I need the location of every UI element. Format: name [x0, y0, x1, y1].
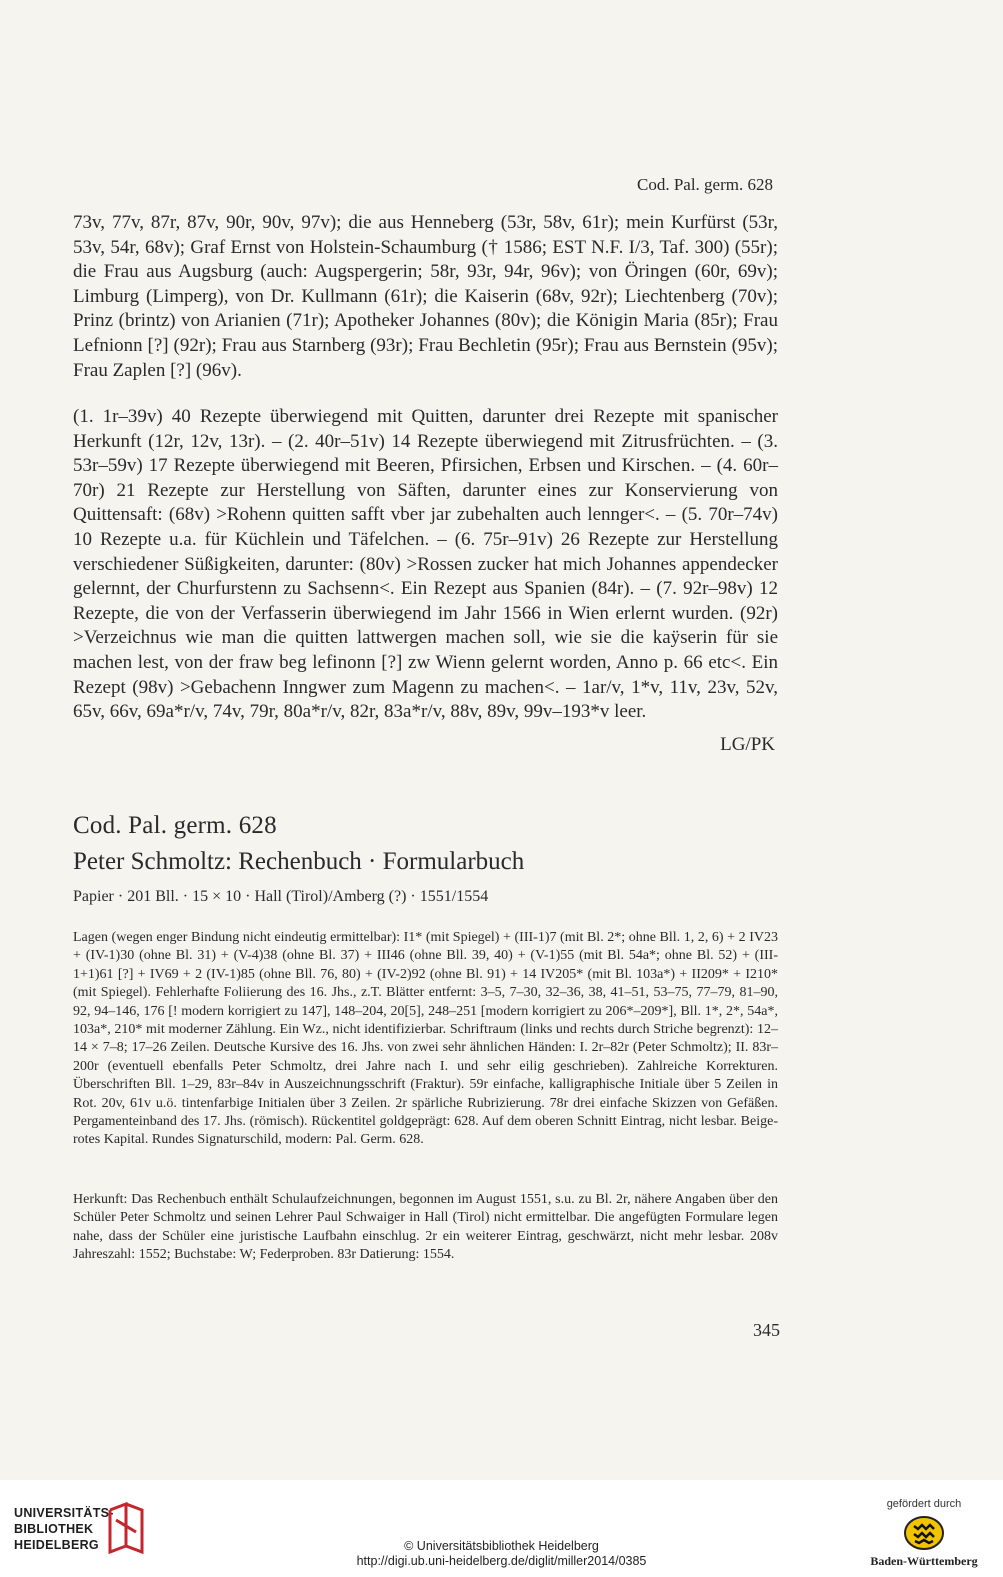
- entry-shelfmark: Cod. Pal. germ. 628: [73, 812, 277, 839]
- author-signature: LG/PK: [720, 734, 775, 755]
- copyright-block: [0, 1539, 1003, 1569]
- entry-physical-description: Papier · 201 Bll. · 15 × 10 · Hall (Tirol)/Amberg (?) · 1551/1554: [73, 888, 489, 905]
- baden-wuerttemberg-seal-icon: [902, 1514, 946, 1552]
- page-number: 345: [753, 1320, 780, 1340]
- permalink-url[interactable]: http://digi.ub.uni-heidelberg.de/diglit/miller2014/0385: [356, 1554, 647, 1568]
- entry-title: Peter Schmoltz: Rechenbuch · Formularbuch: [73, 848, 525, 875]
- entry-codicology-paragraph: Lagen (wegen enger Bindung nicht eindeutig ermittelbar): I1* (mit Spiegel) + (III-1)7 (mit Bl. 2*; ohne Bll. 1, 2, 6) + 2 IV23 + (IV-1)30 (ohne Bl. 31) + (V-4)38 (ohne Bl. 37) + III46 (ohne Bll. 39, 40) + (V-1)55 (mit Bl. 54a*; ohne Bl. 52) + (III-1+1)61 [?] + IV69 + 2 (IV-1)85 (ohne Bll. 76, 80) + (IV-2)92 (ohne Bl. 91) + 14 IV205* (mit Bl. 103a*) + II209* + I210* (mit Spiegel). Fehlerhafte Foliierung des 16. Jhs., z.T. Blätter entfernt: 3–5, 7–30, 32–36, 38, 41–51, 53–75, 77–79, 81–90, 92, 94–146, 176 [! modern korrigiert zu 147], 148–204, 20[5], 248–251 [modern korrigiert zu 206*–209*], Bll. 1*, 2*, 54a*, 103a*, 210* mit moderner Zählung. Ein Wz., nicht identifizierbar. Schriftraum (links und rechts durch Striche begrenzt): 12–14 × 7–8; 17–26 Zeilen. Deutsche Kursive des 16. Jhs. von zwei sehr ähnlichen Händen: I. 2r–82r (Peter Schmoltz); II. 83r–200r (eventuell ebenfalls Peter Schmoltz, drei Jahre nach I. und sehr eilig geschrieben). Zahlreiche Korrekturen. Überschriften Bll. 1–29, 83r–84v in Auszeichnungsschrift (Fraktur). 59r einfache, kalligraphische Initiale über 5 Zeilen in Rot. 20v, 61v u.ö. tintenfarbige Initialen über 3 Zeilen. 2r spärliche Rubrizierung. 78r drei einfache Skizzen von Gefäßen. Pergamenteinband des 17. Jhs. (römisch). Rückentitel goldgeprägt: 628. Auf dem oberen Schnitt Eintrag, nicht lesbar. Beige-rotes Kapital. Rundes Signaturschild, modern: Pal. Germ. 628.: [73, 930, 778, 1148]
- viewer-footer: [0, 1480, 1003, 1577]
- library-name: UNIVERSITÄTS- BIBLIOTHEK HEIDELBERG: [14, 1506, 114, 1552]
- running-head: Cod. Pal. germ. 628: [637, 175, 773, 194]
- funder-label: gefördert durch: [886, 1498, 962, 1510]
- entry-provenance-paragraph: Herkunft: Das Rechenbuch enthält Schulaufzeichnungen, begonnen im August 1551, s.u. zu Bl. 2r, nähere Angaben über den Schüler Peter Schmoltz und seinen Lehrer Paul Schwaiger in Hall (Tirol) nicht ermittelbar. Die angefügten Formulare legen nahe, dass der Schüler eine juristische Laufbahn einschlug. 2r ein weiterer Eintrag, geschwärzt, nicht mehr lesbar. 208v Jahreszahl: 1552; Buchstabe: W; Federproben. 83r Datierung: 1554.: [73, 1192, 778, 1263]
- prev-entry-contents-paragraph: (1. 1r–39v) 40 Rezepte überwiegend mit Quitten, darunter drei Rezepte mit spanischer Herkunft (12r, 12v, 13r). – (2. 40r–51v) 14 Rezepte überwiegend mit Zitrusfrüchten. – (3. 53r–59v) 17 Rezepte überwiegend mit Beeren, Pfirsichen, Erbsen und Kirschen. – (4. 60r–70r) 21 Rezepte zur Herstellung von Säften, darunter eines zur Konservierung von Quittensaft: (68v) >Rohenn quitten safft vber jar zubehalten auch lennger<. – (5. 70r–74v) 10 Rezepte u.a. für Küchlein und Täfelchen. – (6. 75r–91v) 26 Rezepte zur Herstellung verschiedener Süßigkeiten, darunter: (80v) >Rossen zucker hat mich Johannes appendecker gelernnt, der Churfurstenn zu Sachsenn<. Ein Rezept aus Spanien (84r). – (7. 92r–98v) 12 Rezepte, die von der Verfasserin überwiegend im Jahr 1566 in Wien erlernt wurden. (92r) >Verzeichnus wie man die quitten lattwergen machen soll, wie sie die kaÿserin für sie machen lest, von der fraw beg lefinonn [?] zw Wienn gelernt worden, Anno p. 66 etc<. Ein Rezept (98v) >Gebachenn Inngwer zum Magenn zu machen<. – 1ar/v, 1*v, 11v, 23v, 52v, 65v, 66v, 69a*r/v, 74v, 79r, 80a*r/v, 82r, 83a*r/v, 88v, 89v, 99v–193*v leer.: [73, 406, 778, 723]
- prev-entry-persons-paragraph: 73v, 77v, 87r, 87v, 90r, 90v, 97v); die aus Henneberg (53r, 58v, 61r); mein Kurfürst (53r, 53v, 54r, 68v); Graf Ernst von Holstein-Schaumburg († 1586; EST N.F. I/3, Taf. 300) (55r); die Frau aus Augsburg (auch: Augspergerin; 58r, 93r, 94r, 96v); von Öringen (60r, 69v); Limburg (Limperg), von Dr. Kullmann (61r); die Kaiserin (68v, 92r); Liechtenberg (70v); Prinz (brintz) von Arianien (71r); Apotheker Johannes (80v); die Königin Maria (85r); Frau Lefnionn [?] (92r); Frau aus Starnberg (93r); Frau Bechletin (95r); Frau aus Bernstein (95v); Frau Zaplen [?] (96v).: [73, 212, 778, 381]
- funder-block: [859, 1498, 989, 1569]
- copyright-text: © Universitätsbibliothek Heidelberg: [404, 1539, 599, 1553]
- funder-name: Baden-Württemberg: [870, 1554, 978, 1568]
